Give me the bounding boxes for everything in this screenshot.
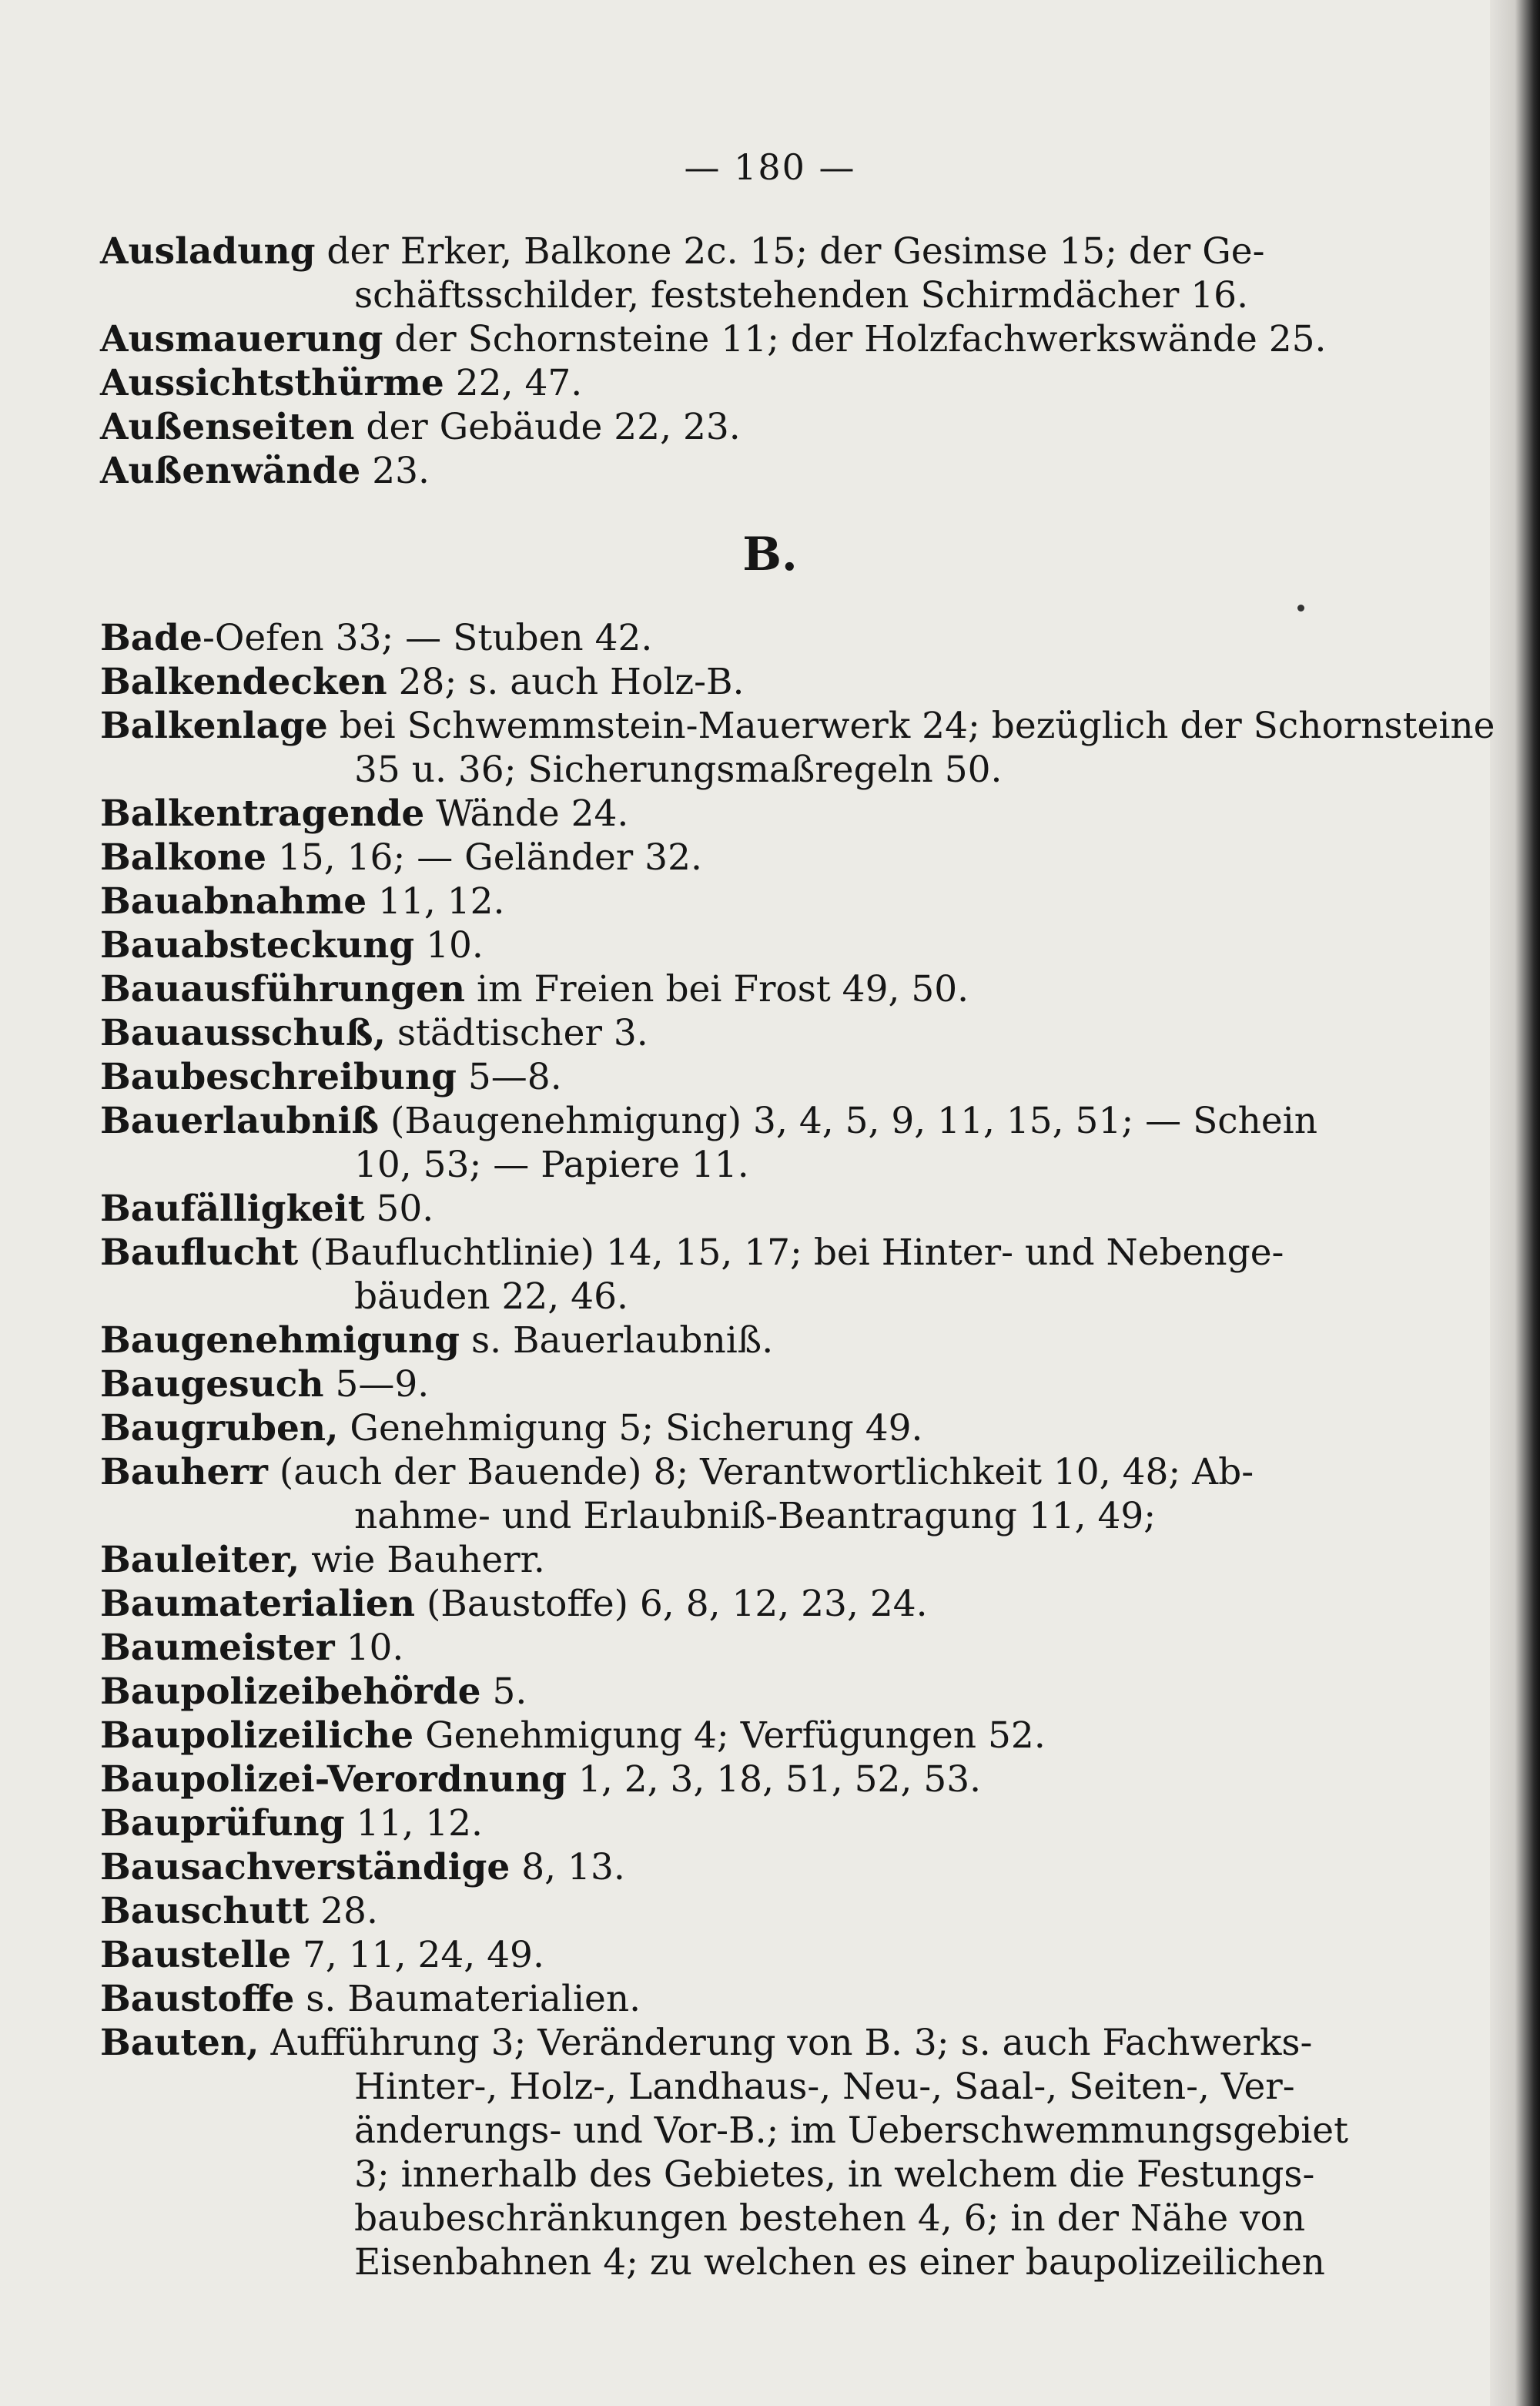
index-keyword: Baustoffe (100, 1978, 295, 2020)
index-entry (0, 836, 1490, 880)
index-references: 50. (364, 1188, 434, 1230)
index-keyword: Baugenehmigung (100, 1319, 460, 1362)
index-entry (0, 923, 1490, 967)
index-keyword: Ausladung (100, 230, 316, 273)
index-references: -Oefen 33; — Stuben 42. (202, 617, 653, 659)
index-keyword: Bauflucht (100, 1231, 299, 1274)
index-keyword: Bauausschuß, (100, 1012, 386, 1054)
index-keyword: Bauleiter, (100, 1539, 300, 1581)
index-keyword: Balkentragende (100, 793, 425, 835)
index-keyword: Balkone (100, 836, 267, 879)
index-continuation-line: schäftsschilder, feststehenden Schirmdächer 16. (354, 274, 1249, 317)
index-references: 5. (480, 1670, 527, 1713)
index-references: im Freien bei Frost 49, 50. (465, 968, 969, 1010)
index-references: der Erker, Balkone 2c. 15; der Gesimse 15; der Ge- (315, 230, 1265, 273)
index-continuation-line: 3; innerhalb des Gebietes, in welchem die Festungs- (354, 2153, 1315, 2196)
index-keyword: Balkenlage (100, 705, 328, 747)
index-references: 10. (414, 924, 484, 967)
index-keyword: Außenseiten (100, 406, 355, 448)
index-references: 22, 47. (444, 362, 583, 404)
index-references: (Baustoffe) 6, 8, 12, 23, 24. (415, 1583, 928, 1625)
index-keyword: Bauabnahme (100, 880, 367, 923)
index-entry (0, 1538, 1490, 1582)
index-references: s. Bauerlaubniß. (460, 1319, 774, 1362)
index-entry (0, 1055, 1490, 1099)
index-references: Genehmigung 4; Verfügungen 52. (413, 1714, 1046, 1757)
index-entry (0, 1231, 1490, 1319)
index-keyword: Baupolizeiliche (100, 1714, 414, 1757)
index-references: s. Baumaterialien. (294, 1978, 641, 2020)
index-entry (0, 405, 1490, 449)
index-entry (0, 1011, 1490, 1055)
index-keyword: Außenwände (100, 450, 361, 492)
index-references: 15, 16; — Geländer 32. (266, 836, 702, 879)
index-references: der Gebäude 22, 23. (354, 406, 741, 448)
index-entry (0, 1714, 1490, 1758)
index-references: (Baugenehmigung) 3, 4, 5, 9, 11, 15, 51; — Schein (379, 1100, 1317, 1142)
page-number: — 180 — (684, 146, 856, 188)
index-keyword: Aussichtsthürme (100, 362, 444, 404)
index-entry (0, 1845, 1490, 1889)
index-keyword: Bauten, (100, 2022, 259, 2064)
index-entry (0, 704, 1495, 792)
index-entry (0, 1362, 1490, 1406)
index-references: 11, 12. (344, 1802, 483, 1845)
index-continuation-line: nahme- und Erlaubniß-Beantragung 11, 49; (354, 1495, 1157, 1537)
index-references: 8, 13. (510, 1846, 625, 1888)
index-entry (0, 230, 1490, 317)
index-entry (0, 1187, 1490, 1231)
index-entry (0, 1406, 1490, 1450)
book-spine-shadow (1490, 0, 1540, 2406)
index-keyword: Baumaterialien (100, 1583, 416, 1625)
index-references: 10. (334, 1627, 404, 1669)
index-entry (0, 1099, 1490, 1187)
index-entry (0, 449, 1490, 493)
index-references: Wände 24. (424, 793, 629, 835)
index-references: 28. (309, 1890, 378, 1932)
index-continuation-line: 10, 53; — Papiere 11. (354, 1144, 749, 1186)
index-continuation-line: 35 u. 36; Sicherungsmaßregeln 50. (354, 749, 1003, 791)
index-entry (0, 1450, 1490, 1538)
index-keyword: Bausachverständige (100, 1846, 511, 1888)
index-references: 5—8. (456, 1056, 562, 1098)
index-entry (0, 660, 1490, 704)
index-entry (0, 1801, 1490, 1845)
index-keyword: Bauausführungen (100, 968, 466, 1010)
index-keyword: Bade (100, 617, 203, 659)
index-entry (0, 792, 1490, 836)
index-continuation-line: baubeschränkungen bestehen 4, 6; in der Nähe von (354, 2197, 1306, 2240)
index-references: bei Schwemmstein-Mauerwerk 24; bezüglich der Schornsteine (327, 705, 1495, 747)
index-keyword: Bauabsteckung (100, 924, 415, 967)
index-references: 11, 12. (367, 880, 505, 923)
index-entry (0, 1933, 1490, 1977)
index-references: der Schornsteine 11; der Holzfachwerkswände 25. (383, 318, 1327, 360)
index-keyword: Baugesuch (100, 1363, 324, 1406)
index-keyword: Ausmauerung (100, 318, 383, 360)
index-section-b (0, 616, 1495, 2284)
index-keyword: Baupolizeibehörde (100, 1670, 481, 1713)
index-keyword: Baumeister (100, 1627, 335, 1669)
index-references: 1, 2, 3, 18, 51, 52, 53. (566, 1758, 982, 1801)
index-entry (0, 361, 1490, 405)
index-keyword: Bauherr (100, 1451, 268, 1493)
index-entry (0, 1319, 1490, 1362)
index-references: Genehmigung 5; Sicherung 49. (338, 1407, 923, 1449)
index-entry (0, 1977, 1490, 2021)
index-entry (0, 1889, 1490, 1933)
index-continuation-line: änderungs- und Vor-B.; im Ueberschwemmungsgebiet (354, 2109, 1349, 2152)
index-keyword: Balkendecken (100, 661, 387, 703)
index-keyword: Baupolizei-Verordnung (100, 1758, 567, 1801)
index-references: Aufführung 3; Veränderung von B. 3; s. auch Fachwerks- (259, 2022, 1313, 2064)
index-section-a (0, 230, 1490, 493)
index-references: 5—9. (323, 1363, 430, 1406)
stray-mark (1297, 605, 1304, 612)
index-continuation-line: Hinter-, Holz-, Landhaus-, Neu-, Saal-, Seiten-, Ver- (354, 2066, 1295, 2108)
index-references: wie Bauherr. (300, 1539, 545, 1581)
index-keyword: Bauerlaubniß (100, 1100, 380, 1142)
index-references: 28; s. auch Holz-B. (387, 661, 745, 703)
index-keyword: Bauprüfung (100, 1802, 345, 1845)
index-keyword: Bauschutt (100, 1890, 310, 1932)
index-continuation-line: bäuden 22, 46. (354, 1275, 628, 1318)
index-keyword: Baufälligkeit (100, 1188, 365, 1230)
index-references: städtischer 3. (385, 1012, 648, 1054)
index-references: (Baufluchtlinie) 14, 15, 17; bei Hinter- und Nebenge- (298, 1231, 1284, 1274)
index-continuation-line: Eisenbahnen 4; zu welchen es einer baupolizeilichen (354, 2241, 1325, 2284)
index-entry (0, 1670, 1490, 1714)
index-references: 7, 11, 24, 49. (291, 1934, 544, 1976)
index-entry (0, 1582, 1490, 1626)
index-entry (0, 317, 1490, 361)
index-keyword: Baubeschreibung (100, 1056, 457, 1098)
index-entry (0, 616, 1490, 660)
index-entry (0, 1758, 1490, 1801)
section-heading: B. (742, 528, 798, 581)
index-entry (0, 1626, 1490, 1670)
index-references: 23. (360, 450, 430, 492)
index-keyword: Baustelle (100, 1934, 292, 1976)
index-entry (0, 880, 1490, 923)
index-references: (auch der Bauende) 8; Verantwortlichkeit 10, 48; Ab- (267, 1451, 1254, 1493)
index-entry (0, 2021, 1490, 2284)
index-entry (0, 967, 1490, 1011)
index-keyword: Baugruben, (100, 1407, 339, 1449)
